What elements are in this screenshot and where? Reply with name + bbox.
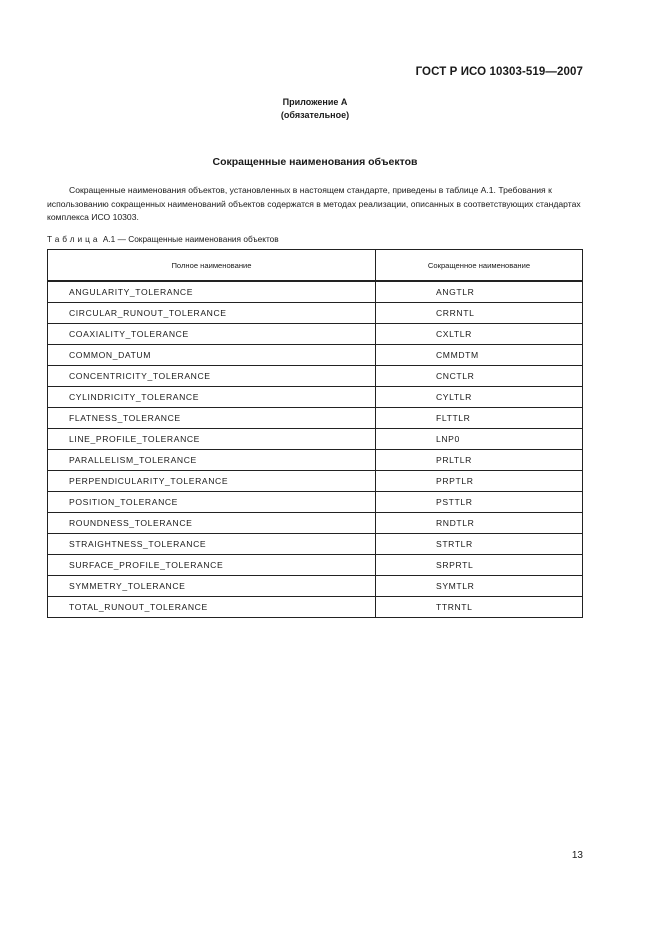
full-name-cell: CYLINDRICITY_TOLERANCE [48, 387, 376, 408]
table-row [48, 597, 583, 618]
short-name-cell: SRPRTL [376, 555, 583, 576]
appendix-title: Приложение А [282, 97, 348, 107]
full-name-cell: PARALLELISM_TOLERANCE [48, 450, 376, 471]
full-name-cell: PERPENDICULARITY_TOLERANCE [48, 471, 376, 492]
intro-paragraph: Сокращенные наименования объектов, установленных в настоящем стандарте, приведены в таблице А.1. Требования к использованию сокращенных наименований объектов содержатся в методах реализации, описанных в соответствующих стандартах комплекса ИСО 10303. [47, 185, 581, 222]
table-caption-word: Таблица [47, 234, 101, 244]
table-row [48, 324, 583, 345]
short-name-cell: PRPTLR [376, 471, 583, 492]
full-name-cell: TOTAL_RUNOUT_TOLERANCE [48, 597, 376, 618]
short-name-cell: SYMTLR [376, 576, 583, 597]
short-name-cell: CNCTLR [376, 366, 583, 387]
short-name-cell: RNDTLR [376, 513, 583, 534]
short-name-cell: PRLTLR [376, 450, 583, 471]
page-number: 13 [571, 850, 583, 861]
table-header-row [48, 250, 583, 282]
table-row [48, 576, 583, 597]
table-body [48, 281, 583, 618]
header-short-name: Сокращенное наименование [376, 250, 583, 282]
short-name-cell: CYLTLR [376, 387, 583, 408]
appendix-status: (обязательное) [280, 110, 350, 120]
full-name-cell: LINE_PROFILE_TOLERANCE [48, 429, 376, 450]
table-row [48, 492, 583, 513]
full-name-cell: POSITION_TOLERANCE [48, 492, 376, 513]
full-name-cell: CIRCULAR_RUNOUT_TOLERANCE [48, 303, 376, 324]
table-caption-text: А.1 — Сокращенные наименования объектов [102, 234, 279, 244]
short-name-cell: ANGTLR [376, 281, 583, 303]
full-name-cell: STRAIGHTNESS_TOLERANCE [48, 534, 376, 555]
full-name-cell: FLATNESS_TOLERANCE [48, 408, 376, 429]
table-row [48, 429, 583, 450]
full-name-cell: SURFACE_PROFILE_TOLERANCE [48, 555, 376, 576]
short-name-cell: TTRNTL [376, 597, 583, 618]
full-name-cell: CONCENTRICITY_TOLERANCE [48, 366, 376, 387]
table-row [48, 345, 583, 366]
table-row [48, 303, 583, 324]
table-row [48, 408, 583, 429]
intro-text [47, 184, 587, 225]
table-row [48, 555, 583, 576]
short-name-cell: CXLTLR [376, 324, 583, 345]
short-name-cell: LNP0 [376, 429, 583, 450]
full-name-cell: SYMMETRY_TOLERANCE [48, 576, 376, 597]
full-name-cell: COAXIALITY_TOLERANCE [48, 324, 376, 345]
short-name-cell: STRTLR [376, 534, 583, 555]
table-caption [47, 234, 279, 244]
table-row [48, 366, 583, 387]
document-header: ГОСТ Р ИСО 10303-519—2007 [415, 66, 583, 78]
short-name-cell: FLTTLR [376, 408, 583, 429]
abbreviations-table [47, 249, 583, 618]
table-row [48, 471, 583, 492]
short-name-cell: PSTTLR [376, 492, 583, 513]
table-row [48, 513, 583, 534]
full-name-cell: ANGULARITY_TOLERANCE [48, 281, 376, 303]
short-name-cell: CMMDTM [376, 345, 583, 366]
short-name-cell: CRRNTL [376, 303, 583, 324]
section-title: Сокращенные наименования объектов [212, 156, 418, 168]
table-row [48, 534, 583, 555]
appendix-heading [0, 96, 630, 122]
table-row [48, 450, 583, 471]
full-name-cell: ROUNDNESS_TOLERANCE [48, 513, 376, 534]
full-name-cell: COMMON_DATUM [48, 345, 376, 366]
table-row [48, 387, 583, 408]
table-row [48, 281, 583, 303]
header-full-name: Полное наименование [48, 250, 376, 282]
